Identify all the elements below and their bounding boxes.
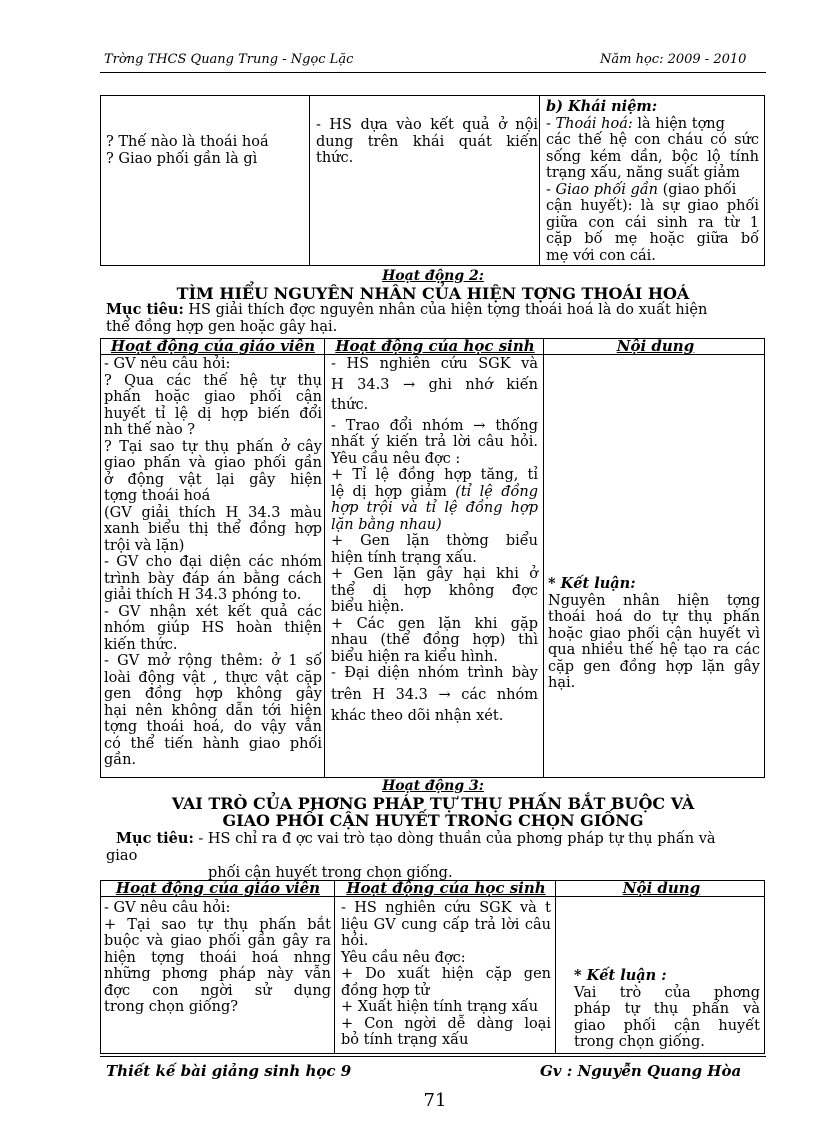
cause-student-activities: - HS nghiên cứu SGK và H 34.3 → ghi nhớ kiến thức. - Trao đổi nhóm → thống nhất ý kiến trả lời câu hỏi. Yêu cầu nêu đợc : + Tỉ lệ đồng hợp tăng, tỉ lệ dị hợp giảm (tỉ lệ đồng hợp trội và tỉ lệ đồng hợp lặn bằng nhau) + Gen lặn thờng biểu hiện tính trạng xấu. + Gen lặn gây hại khi ở thể dị hợp không đợc biểu hiện. + Các gen lặn khi gặp nhau (thể đồng hợp) thì biểu hiện ra kiểu hình. - Đại diện nhóm trình bày trên H 34.3 → các nhóm khác theo dõi nhận xét.: [331, 356, 538, 724]
concept-questions: ? Thế nào là thoái hoá ? Giao phối gần là gì: [106, 134, 269, 167]
role-teacher-activities: - GV nêu câu hỏi: + Tại sao tự thụ phấn bắt buộc và giao phối gần gây ra hiện tợng thoái hoá nhng những phơng pháp này vẫn đợc con ngời sử dụng trong chọn giống?: [104, 900, 331, 1015]
role-header-content: Nội dung: [622, 879, 701, 897]
activity-3-label: Hoạt động 3:: [382, 778, 484, 794]
school-name: Trờng THCS Quang Trung - Ngọc Lặc: [104, 52, 354, 67]
cause-teacher-activities: - GV nêu câu hỏi: ? Qua các thế hệ tự thụ phấn hoặc giao phối cận huyết tỉ lệ dị hợp biến đổi nh thế nào ? ? Tại sao tự thụ phấn ở cây giao phấn và giao phối gần ở động vật lại gây hiện tợng thoái hoá (GV giải thích H 34.3 màu xanh biểu thị thể đồng hợp trội và lặn) - GV cho đại diện các nhóm trình bày đáp án bằng cách giải thích H 34.3 phóng to. - GV nhận xét kết quả các nhóm giúp HS hoàn thiện kiến thức. - GV mở rộng thêm: ở 1 số loài động vật , thực vật cặp gen đồng hợp không gây hại nên không dẫn tới hiện tợng thoái hoá, do vậy vẫn có thể tiến hành giao phối gần.: [104, 356, 322, 768]
cause-conclusion-heading: * Kết luận:: [548, 575, 636, 592]
cause-header-teacher: Hoạt động của giáo viên: [110, 337, 316, 355]
concept-content: b) Khái niệm: - Thoái hoá: là hiện tợng các thế hệ con cháu có sức sống kém dần, bộc lộ tính trạng xấu, năng suất giảm - Giao phối gần (giao phối cận huyết): là sự giao phối giữa con cái sinh ra từ 1 cặp bố mẹ hoặc giữa bố mẹ với con cái.: [546, 98, 759, 264]
school-year: Năm học: 2009 - 2010: [600, 52, 747, 67]
footer-rule: [100, 1056, 766, 1057]
header-rule: [100, 72, 766, 73]
activity-2-goal: Mục tiêu: HS giải thích đợc nguyên nhân của hiện tợng thoái hoá là do xuất hiện thể đồng hợp gen hoặc gây hại.: [106, 301, 708, 335]
activity-3-title: VAI TRÒ CỦA PHƠNG PHÁP TỰ THỤ PHẤN BẮT BUỘC VÀ GIAO PHỐI CẬN HUYẾT TRONG CHỌN GIỐNG: [171, 794, 695, 830]
cause-conclusion: * Kết luận: Nguyên nhân hiện tợng thoái hoá do tự thụ phấn hoặc giao phối cận huyết vì qua nhiều thế hệ tạo ra các cặp gen đồng hợp lặn gây hại.: [548, 575, 760, 691]
page-number: 71: [423, 1090, 447, 1111]
footer-teacher: Gv : Nguyễn Quang Hòa: [540, 1062, 742, 1080]
role-conclusion: * Kết luận : Vai trò của phơng pháp tự thụ phấn và giao phối cận huyết trong chọn giống.: [574, 967, 760, 1050]
footer-course: Thiết kế bài giảng sinh học 9: [106, 1062, 352, 1080]
cause-header-student: Hoạt động của học sinh: [335, 337, 535, 355]
role-student-activities: - HS nghiên cứu SGK và t liệu GV cung cấp trả lời câu hỏi. Yêu cầu nêu đợc: + Do xuất hiện cặp gen đồng hợp tử + Xuất hiện tính trạng xấu + Con ngời dễ dàng loại bỏ tính trạng xấu: [341, 900, 551, 1048]
activity-3-goal: Mục tiêu: - HS chỉ ra đ ợc vai trò tạo dòng thuần của phơng pháp tự thụ phấn và giao phối cận huyết trong chọn giống.: [106, 830, 716, 881]
role-header-student: Hoạt động của học sinh: [346, 879, 546, 897]
cause-header-content: Nội dung: [616, 337, 695, 355]
activity-2-label: Hoạt động 2:: [382, 268, 484, 284]
concept-student-answer: - HS dựa vào kết quả ở nội dung trên khái quát kiến thức.: [316, 117, 538, 166]
role-conclusion-heading: * Kết luận :: [574, 967, 667, 984]
concept-heading: b) Khái niệm:: [546, 98, 658, 115]
role-header-teacher: Hoạt động của giáo viên: [115, 879, 321, 897]
activity-2-title: TÌM HIỂU NGUYÊN NHÂN CỦA HIỆN TỢNG THOÁI HOÁ: [176, 284, 690, 303]
